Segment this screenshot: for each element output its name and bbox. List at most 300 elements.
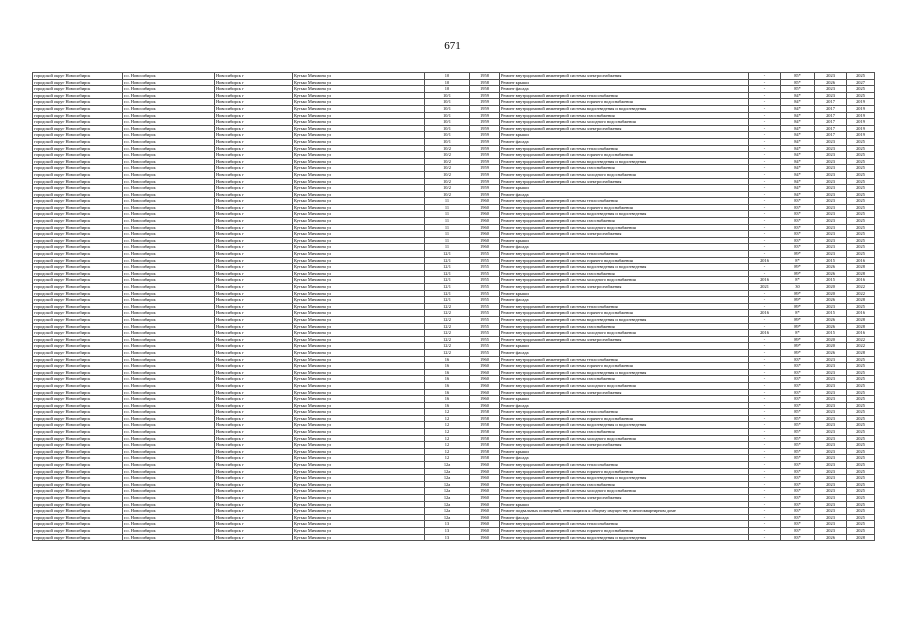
year-cell: 1958 [470,409,500,416]
district-cell: городской округ Новосибирск [33,363,123,370]
completion-cell: - [749,343,781,350]
end-year-cell: 2025 [847,198,875,205]
end-year-cell: 2022 [847,336,875,343]
table-row [33,415,875,422]
city-cell: Новосибирск г [215,191,293,198]
street-cell: Кутько Мичмина ул [293,363,425,370]
wear-cell: 84* [781,125,815,132]
city-cell: Новосибирск г [215,277,293,284]
street-cell: Кутько Мичмина ул [293,92,425,99]
completion-cell: - [749,297,781,304]
gorod-cell: г.о. Новосибирск [123,224,215,231]
street-cell: Кутько Мичмина ул [293,455,425,462]
end-year-cell: 2028 [847,316,875,323]
year-cell: 1960 [470,389,500,396]
start-year-cell: 2023 [815,363,847,370]
street-cell: Кутько Мичмина ул [293,495,425,502]
city-cell: Новосибирск г [215,402,293,409]
wear-cell: 89* [781,316,815,323]
house-cell: 10/1 [425,105,470,112]
house-cell: 10/1 [425,125,470,132]
end-year-cell: 2025 [847,244,875,251]
year-cell: 1958 [470,79,500,86]
start-year-cell: 2023 [815,165,847,172]
house-cell: 10/2 [425,185,470,192]
house-cell: 12a [425,501,470,508]
end-year-cell: 2025 [847,211,875,218]
completion-cell: - [749,86,781,93]
end-year-cell: 2025 [847,462,875,469]
street-cell: Кутько Мичмина ул [293,185,425,192]
gorod-cell: г.о. Новосибирск [123,132,215,139]
end-year-cell: 2019 [847,125,875,132]
city-cell: Новосибирск г [215,211,293,218]
work-type-cell: Ремонт фасада [500,138,749,145]
completion-cell: 2016 [749,257,781,264]
house-cell: 10/1 [425,138,470,145]
city-cell: Новосибирск г [215,376,293,383]
completion-cell: - [749,534,781,541]
street-cell: Кутько Мичмина ул [293,264,425,271]
completion-cell: - [749,323,781,330]
end-year-cell: 2025 [847,138,875,145]
completion-cell: - [749,475,781,482]
city-cell: Новосибирск г [215,468,293,475]
end-year-cell: 2028 [847,534,875,541]
wear-cell: 85* [781,86,815,93]
district-cell: городской округ Новосибирск [33,244,123,251]
end-year-cell: 2019 [847,105,875,112]
completion-cell: 2016 [749,310,781,317]
work-type-cell: Ремонт внутридомовой инженерной системы водоотведения и водоотведения [500,316,749,323]
end-year-cell: 2025 [847,363,875,370]
start-year-cell: 2023 [815,244,847,251]
end-year-cell: 2019 [847,132,875,139]
city-cell: Новосибирск г [215,178,293,185]
start-year-cell: 2023 [815,158,847,165]
end-year-cell: 2022 [847,290,875,297]
completion-cell: - [749,402,781,409]
street-cell: Кутько Мичмина ул [293,191,425,198]
end-year-cell: 2025 [847,409,875,416]
table-row [33,171,875,178]
gorod-cell: г.о. Новосибирск [123,178,215,185]
work-type-cell: Ремонт внутридомовой инженерной системы теплоснабжения [500,409,749,416]
completion-cell: - [749,435,781,442]
gorod-cell: г.о. Новосибирск [123,376,215,383]
house-cell: 16 [425,363,470,370]
district-cell: городской округ Новосибирск [33,277,123,284]
gorod-cell: г.о. Новосибирск [123,514,215,521]
work-type-cell: Ремонт внутридомовой инженерной системы холодного водоснабжения [500,382,749,389]
end-year-cell: 2022 [847,343,875,350]
street-cell: Кутько Мичмина ул [293,389,425,396]
year-cell: 1960 [470,481,500,488]
house-cell: 12 [425,429,470,436]
wear-cell: 83* [781,468,815,475]
city-cell: Новосибирск г [215,349,293,356]
year-cell: 1960 [470,363,500,370]
work-type-cell: Ремонт внутридомовой инженерной системы горячего водоснабжения [500,152,749,159]
year-cell: 1959 [470,119,500,126]
end-year-cell: 2025 [847,521,875,528]
house-cell: 12/1 [425,284,470,291]
district-cell: городской округ Новосибирск [33,152,123,159]
table-row [33,270,875,277]
district-cell: городской округ Новосибирск [33,488,123,495]
house-cell: 10/2 [425,191,470,198]
street-cell: Кутько Мичмина ул [293,158,425,165]
year-cell: 1958 [470,422,500,429]
gorod-cell: г.о. Новосибирск [123,138,215,145]
district-cell: городской округ Новосибирск [33,112,123,119]
start-year-cell: 2023 [815,251,847,258]
wear-cell: 83* [781,389,815,396]
district-cell: городской округ Новосибирск [33,527,123,534]
house-cell: 13 [425,534,470,541]
house-cell: 12 [425,409,470,416]
start-year-cell: 2026 [815,323,847,330]
table-row [33,376,875,383]
house-cell: 10/1 [425,112,470,119]
wear-cell: 89* [781,270,815,277]
end-year-cell: 2025 [847,191,875,198]
work-type-cell: Ремонт внутридомовой инженерной системы электроснабжения [500,284,749,291]
city-cell: Новосибирск г [215,99,293,106]
year-cell: 1955 [470,336,500,343]
start-year-cell: 2017 [815,112,847,119]
wear-cell: 83* [781,198,815,205]
wear-cell: 83* [781,369,815,376]
city-cell: Новосибирск г [215,514,293,521]
completion-cell: - [749,125,781,132]
street-cell: Кутько Мичмина ул [293,396,425,403]
gorod-cell: г.о. Новосибирск [123,270,215,277]
completion-cell: - [749,363,781,370]
gorod-cell: г.о. Новосибирск [123,231,215,238]
street-cell: Кутько Мичмина ул [293,323,425,330]
city-cell: Новосибирск г [215,218,293,225]
wear-cell: 89* [781,297,815,304]
completion-cell: - [749,396,781,403]
city-cell: Новосибирск г [215,356,293,363]
district-cell: городской округ Новосибирск [33,264,123,271]
start-year-cell: 2023 [815,86,847,93]
page-number: 671 [444,40,461,52]
start-year-cell: 2023 [815,468,847,475]
work-type-cell: Ремонт внутридомовой инженерной системы газоснабжения [500,429,749,436]
work-type-cell: Ремонт внутридомовой инженерной системы холодного водоснабжения [500,171,749,178]
work-type-cell: Ремонт фасада [500,244,749,251]
work-type-cell: Ремонт внутридомовой инженерной системы теплоснабжения [500,521,749,528]
city-cell: Новосибирск г [215,204,293,211]
house-cell: 16 [425,396,470,403]
completion-cell: 2021 [749,284,781,291]
city-cell: Новосибирск г [215,132,293,139]
house-cell: 11 [425,198,470,205]
table-row [33,369,875,376]
district-cell: городской округ Новосибирск [33,310,123,317]
house-cell: 12 [425,448,470,455]
district-cell: городской округ Новосибирск [33,145,123,152]
start-year-cell: 2023 [815,73,847,80]
gorod-cell: г.о. Новосибирск [123,112,215,119]
gorod-cell: г.о. Новосибирск [123,237,215,244]
wear-cell: 83* [781,396,815,403]
wear-cell: 89* [781,303,815,310]
district-cell: городской округ Новосибирск [33,521,123,528]
end-year-cell: 2025 [847,356,875,363]
completion-cell: - [749,462,781,469]
end-year-cell: 2025 [847,435,875,442]
year-cell: 1955 [470,270,500,277]
program-table [32,72,875,541]
wear-cell: 84* [781,171,815,178]
wear-cell: 83* [781,382,815,389]
year-cell: 1955 [470,251,500,258]
district-cell: городской округ Новосибирск [33,165,123,172]
city-cell: Новосибирск г [215,310,293,317]
work-type-cell: Ремонт внутридомовой инженерной системы теплоснабжения [500,251,749,258]
start-year-cell: 2020 [815,284,847,291]
end-year-cell: 2025 [847,237,875,244]
house-cell: 12/1 [425,290,470,297]
street-cell: Кутько Мичмина ул [293,310,425,317]
gorod-cell: г.о. Новосибирск [123,396,215,403]
house-cell: 12a [425,514,470,521]
completion-cell: - [749,237,781,244]
street-cell: Кутько Мичмина ул [293,284,425,291]
table-row [33,382,875,389]
end-year-cell: 2025 [847,92,875,99]
gorod-cell: г.о. Новосибирск [123,191,215,198]
district-cell: городской округ Новосибирск [33,92,123,99]
gorod-cell: г.о. Новосибирск [123,369,215,376]
district-cell: городской округ Новосибирск [33,330,123,337]
start-year-cell: 2023 [815,356,847,363]
work-type-cell: Ремонт фасада [500,297,749,304]
city-cell: Новосибирск г [215,455,293,462]
city-cell: Новосибирск г [215,521,293,528]
street-cell: Кутько Мичмина ул [293,165,425,172]
start-year-cell: 2023 [815,389,847,396]
city-cell: Новосибирск г [215,231,293,238]
year-cell: 1958 [470,442,500,449]
end-year-cell: 2025 [847,369,875,376]
district-cell: городской округ Новосибирск [33,376,123,383]
house-cell: 12/2 [425,323,470,330]
house-cell: 12 [425,415,470,422]
year-cell: 1955 [470,343,500,350]
table-row [33,475,875,482]
house-cell: 11 [425,231,470,238]
street-cell: Кутько Мичмина ул [293,527,425,534]
table-row [33,455,875,462]
year-cell: 1958 [470,429,500,436]
work-type-cell: Ремонт крыши [500,501,749,508]
table-row [33,521,875,528]
year-cell: 1958 [470,448,500,455]
house-cell: 12 [425,435,470,442]
table-row [33,402,875,409]
year-cell: 1959 [470,112,500,119]
year-cell: 1955 [470,257,500,264]
work-type-cell: Ремонт крыши [500,396,749,403]
gorod-cell: г.о. Новосибирск [123,448,215,455]
city-cell: Новосибирск г [215,409,293,416]
house-cell: 12/1 [425,277,470,284]
street-cell: Кутько Мичмина ул [293,237,425,244]
street-cell: Кутько Мичмина ул [293,231,425,238]
district-cell: городской округ Новосибирск [33,316,123,323]
district-cell: городской округ Новосибирск [33,382,123,389]
year-cell: 1955 [470,290,500,297]
wear-cell: 84* [781,191,815,198]
wear-cell: 84* [781,119,815,126]
city-cell: Новосибирск г [215,382,293,389]
work-type-cell: Ремонт внутридомовой инженерной системы горячего водоснабжения [500,204,749,211]
year-cell: 1955 [470,323,500,330]
wear-cell: 83* [781,495,815,502]
city-cell: Новосибирск г [215,363,293,370]
street-cell: Кутько Мичмина ул [293,514,425,521]
gorod-cell: г.о. Новосибирск [123,488,215,495]
end-year-cell: 2025 [847,422,875,429]
year-cell: 1959 [470,92,500,99]
city-cell: Новосибирск г [215,389,293,396]
end-year-cell: 2025 [847,204,875,211]
house-cell: 12 [425,422,470,429]
city-cell: Новосибирск г [215,237,293,244]
year-cell: 1959 [470,152,500,159]
city-cell: Новосибирск г [215,475,293,482]
end-year-cell: 2025 [847,508,875,515]
house-cell: 10 [425,79,470,86]
district-cell: городской округ Новосибирск [33,191,123,198]
work-type-cell: Ремонт внутридомовой инженерной системы газоснабжения [500,323,749,330]
street-cell: Кутько Мичмина ул [293,257,425,264]
start-year-cell: 2020 [815,343,847,350]
start-year-cell: 2023 [815,376,847,383]
wear-cell: 83* [781,244,815,251]
start-year-cell: 2023 [815,178,847,185]
end-year-cell: 2016 [847,257,875,264]
completion-cell: - [749,145,781,152]
start-year-cell: 2017 [815,105,847,112]
street-cell: Кутько Мичмина ул [293,119,425,126]
completion-cell: - [749,264,781,271]
work-type-cell: Ремонт внутридомовой инженерной системы водоотведения и водоотведения [500,105,749,112]
wear-cell: 83* [781,488,815,495]
end-year-cell: 2025 [847,501,875,508]
completion-cell: - [749,251,781,258]
city-cell: Новосибирск г [215,435,293,442]
end-year-cell: 2025 [847,185,875,192]
year-cell: 1955 [470,310,500,317]
end-year-cell: 2025 [847,396,875,403]
house-cell: 10/1 [425,99,470,106]
table-row [33,86,875,93]
table-row [33,145,875,152]
end-year-cell: 2025 [847,402,875,409]
year-cell: 1960 [470,211,500,218]
year-cell: 1960 [470,462,500,469]
gorod-cell: г.о. Новосибирск [123,92,215,99]
house-cell: 12a [425,481,470,488]
work-type-cell: Ремонт внутридомовой инженерной системы электроснабжения [500,125,749,132]
table-row [33,257,875,264]
work-type-cell: Ремонт внутридомовой инженерной системы газоснабжения [500,481,749,488]
completion-cell: - [749,514,781,521]
table-row [33,264,875,271]
house-cell: 10 [425,86,470,93]
end-year-cell: 2025 [847,455,875,462]
table-row [33,237,875,244]
start-year-cell: 2023 [815,442,847,449]
start-year-cell: 2017 [815,125,847,132]
gorod-cell: г.о. Новосибирск [123,165,215,172]
district-cell: городской округ Новосибирск [33,402,123,409]
gorod-cell: г.о. Новосибирск [123,251,215,258]
end-year-cell: 2025 [847,514,875,521]
end-year-cell: 2025 [847,475,875,482]
table-row [33,158,875,165]
district-cell: городской округ Новосибирск [33,105,123,112]
city-cell: Новосибирск г [215,501,293,508]
wear-cell: 83* [781,237,815,244]
work-type-cell: Ремонт внутридомовой инженерной системы теплоснабжения [500,462,749,469]
table-row [33,231,875,238]
table-row [33,448,875,455]
gorod-cell: г.о. Новосибирск [123,125,215,132]
gorod-cell: г.о. Новосибирск [123,527,215,534]
house-cell: 12a [425,495,470,502]
gorod-cell: г.о. Новосибирск [123,218,215,225]
completion-cell: - [749,501,781,508]
gorod-cell: г.о. Новосибирск [123,481,215,488]
year-cell: 1959 [470,185,500,192]
end-year-cell: 2025 [847,86,875,93]
table-row [33,125,875,132]
work-type-cell: Ремонт внутридомовой инженерной системы электроснабжения [500,389,749,396]
district-cell: городской округ Новосибирск [33,204,123,211]
table-row [33,435,875,442]
work-type-cell: Ремонт внутридомовой инженерной системы газоснабжения [500,165,749,172]
table-row [33,495,875,502]
district-cell: городской округ Новосибирск [33,336,123,343]
house-cell: 12/2 [425,310,470,317]
street-cell: Кутько Мичмина ул [293,343,425,350]
district-cell: городской округ Новосибирск [33,343,123,350]
start-year-cell: 2026 [815,297,847,304]
table-row [33,316,875,323]
table-row [33,363,875,370]
completion-cell: - [749,455,781,462]
start-year-cell: 2015 [815,310,847,317]
completion-cell: - [749,409,781,416]
wear-cell: 84* [781,138,815,145]
district-cell: городской округ Новосибирск [33,534,123,541]
wear-cell: 84* [781,152,815,159]
table-row [33,409,875,416]
district-cell: городской округ Новосибирск [33,138,123,145]
start-year-cell: 2023 [815,237,847,244]
gorod-cell: г.о. Новосибирск [123,145,215,152]
work-type-cell: Ремонт крыши [500,185,749,192]
completion-cell: - [749,165,781,172]
street-cell: Кутько Мичмина ул [293,402,425,409]
wear-cell: 89* [781,264,815,271]
